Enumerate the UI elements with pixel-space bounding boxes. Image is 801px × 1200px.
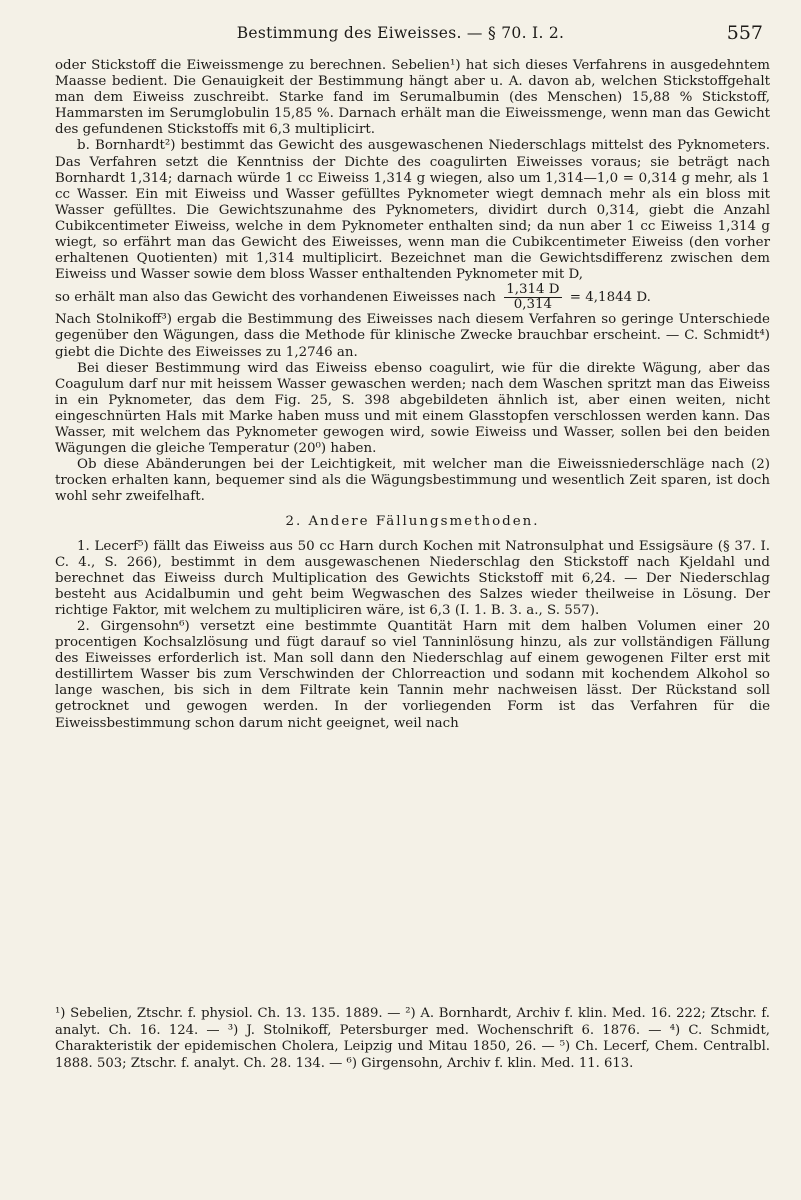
footnotes: ¹) Sebelien, Ztschr. f. physiol. Ch. 13. 135. 1889. — ²) A. Bornhardt, Archiv f. klin. Med. 16. 222; Ztschr. f. analyt. Ch. 16. 124. — ³) J. Stolnikoff, Petersburger med. Wochenschrift 6. 1876. — ⁴) C. Schmidt, Charakteristik der epidemischen Cholera, Leipzig und Mitau 1850, 26. — ⁵) Ch. Lecerf, Chem. Centralbl. 1888. 503; Ztschr. f. analyt. Ch. 28. 134. — ⁶) Girgensohn, Archiv f. klin. Med. 11. 613. <box>55 1006 770 1071</box>
formula-fraction <box>504 283 561 312</box>
formula-denominator: 0,314 <box>513 297 553 313</box>
page-number: 557 <box>726 22 763 44</box>
paragraph-stolnikoff: Nach Stolnikoff³) ergab die Bestimmung des Eiweisses nach diesem Verfahren so geringe Unterschiede gegenüber den Wägungen, dass die Methode für klinische Zwecke brauchbar erscheint. — C. Schmidt⁴) giebt die Dichte des Eiweisses zu 1,2746 an. <box>55 312 770 360</box>
page-header <box>0 22 801 48</box>
paragraph-girgensohn: 2. Girgensohn⁶) versetzt eine bestimmte Quantität Harn mit dem halben Volumen einer 20 procentigen Kochsalzlösung und fügt darauf so viel Tanninlösung hinzu, als zur vollständigen Fällung des Eiweisses erforderlich ist. Man soll dann den Niederschlag auf einem gewogenen Filter erst mit destillirtem Wasser bis zum Verschwinden der Chlorreaction und sodann mit kochendem Alkohol so lange waschen, bis sich in dem Filtrate kein Tannin mehr nachweisen lässt. Der Rückstand soll getrocknet und gewogen werden. In der vorliegenden Form ist das Verfahren für die Eiweissbestimmung schon darum nicht geeignet, weil nach <box>55 619 770 731</box>
formula-result: = 4,1844 D. <box>569 290 651 306</box>
paragraph-procedure: Bei dieser Bestimmung wird das Eiweiss ebenso coagulirt, wie für die direkte Wägung, aber das Coagulum darf nur mit heissem Wasser gewaschen werden; nach dem Waschen spritzt man das Eiweiss in ein Pyknometer, das dem Fig. 25, S. 398 abgebildeten ähnlich ist, aber einen weiten, nicht eingeschnürten Hals mit Marke haben muss und mit einem Glasstopfen verschlossen werden kann. Das Wasser, mit welchem das Pyknometer gewogen wird, sowie Eiweiss und Wasser, sollen bei den beiden Wägungen die gleiche Temperatur (20⁰) haben. <box>55 360 770 457</box>
paragraph-lecerf: 1. Lecerf⁵) fällt das Eiweiss aus 50 cc Harn durch Kochen mit Natronsulphat und Essigsäure (§ 37. I. C. 4., S. 266), bestimmt in dem ausgewaschenen Niederschlag den Stickstoff nach Kjeldahl und berechnet das Eiweiss durch Multiplication des Gewichts Stickstoff mit 6,24. — Der Niederschlag besteht aus Acidalbumin und geht beim Wegwaschen des Salzes wieder theilweise in Lösung. Der richtige Faktor, mit welchem zu multipliciren wäre, ist 6,3 (I. 1. B. 3. a., S. 557). <box>55 538 770 618</box>
section-title: 2. Andere Fällungsmethoden. <box>285 514 540 530</box>
formula-line <box>55 283 770 312</box>
running-head: Bestimmung des Eiweisses. — § 70. I. 2. <box>236 24 565 42</box>
paragraph-doubt: Ob diese Abänderungen bei der Leichtigkeit, mit welcher man die Eiweissniederschläge nach (2) trocken erhalten kann, bequemer sind als die Wägungsbestimmung und wesentlich Zeit sparen, ist doch wohl sehr zweifelhaft. <box>55 457 770 505</box>
formula-numerator: 1,314 D <box>506 282 560 298</box>
paragraph-sebelien: oder Stickstoff die Eiweissmenge zu berechnen. Sebelien¹) hat sich dieses Verfahrens in ausgedehntem Maasse bedient. Die Genauigkeit der Bestimmung hängt aber u. A. davon ab, welchen Stickstoffgehalt man dem Eiweiss zuschreibt. Starke fand im Serumalbumin (des Menschen) 15,88 % Stickstoff, Hammarsten im Serumglobulin 15,85 %. Darnach erhält man die Eiweissmenge, wenn man das Gewicht des gefundenen Stickstoffs mit 6,3 multiplicirt. <box>55 58 770 138</box>
main-text <box>55 58 770 732</box>
formula-prefix: so erhält man also das Gewicht des vorhandenen Eiweisses nach <box>55 290 496 306</box>
paragraph-bornhardt: b. Bornhardt²) bestimmt das Gewicht des ausgewaschenen Niederschlags mittelst des Pyknometers. Das Verfahren setzt die Kenntniss der Dichte des coagulirten Eiweisses voraus; sie beträgt nach Bornhardt 1,314; darnach würde 1 cc Eiweiss 1,314 g wiegen, also um 1,314—1,0 = 0,314 g mehr, als 1 cc Wasser. Ein mit Eiweiss und Wasser gefülltes Pyknometer wiegt demnach mehr als ein bloss mit Wasser gefülltes. Die Gewichtszunahme des Pyknometers, dividirt durch 0,314, giebt die Anzahl Cubikcentimeter Eiweiss, welche in dem Pyknometer enthalten sind; da nun aber 1 cc Eiweiss 1,314 g wiegt, so erfährt man das Gewicht des Eiweisses, wenn man die Cubikcentimeter Eiweiss (den vorher erhaltenen Quotienten) mit 1,314 multiplicirt. Bezeichnet man die Gewichtsdifferenz zwischen dem Eiweiss und Wasser sowie dem bloss Wasser enthaltenden Pyknometer mit D, <box>55 138 770 283</box>
